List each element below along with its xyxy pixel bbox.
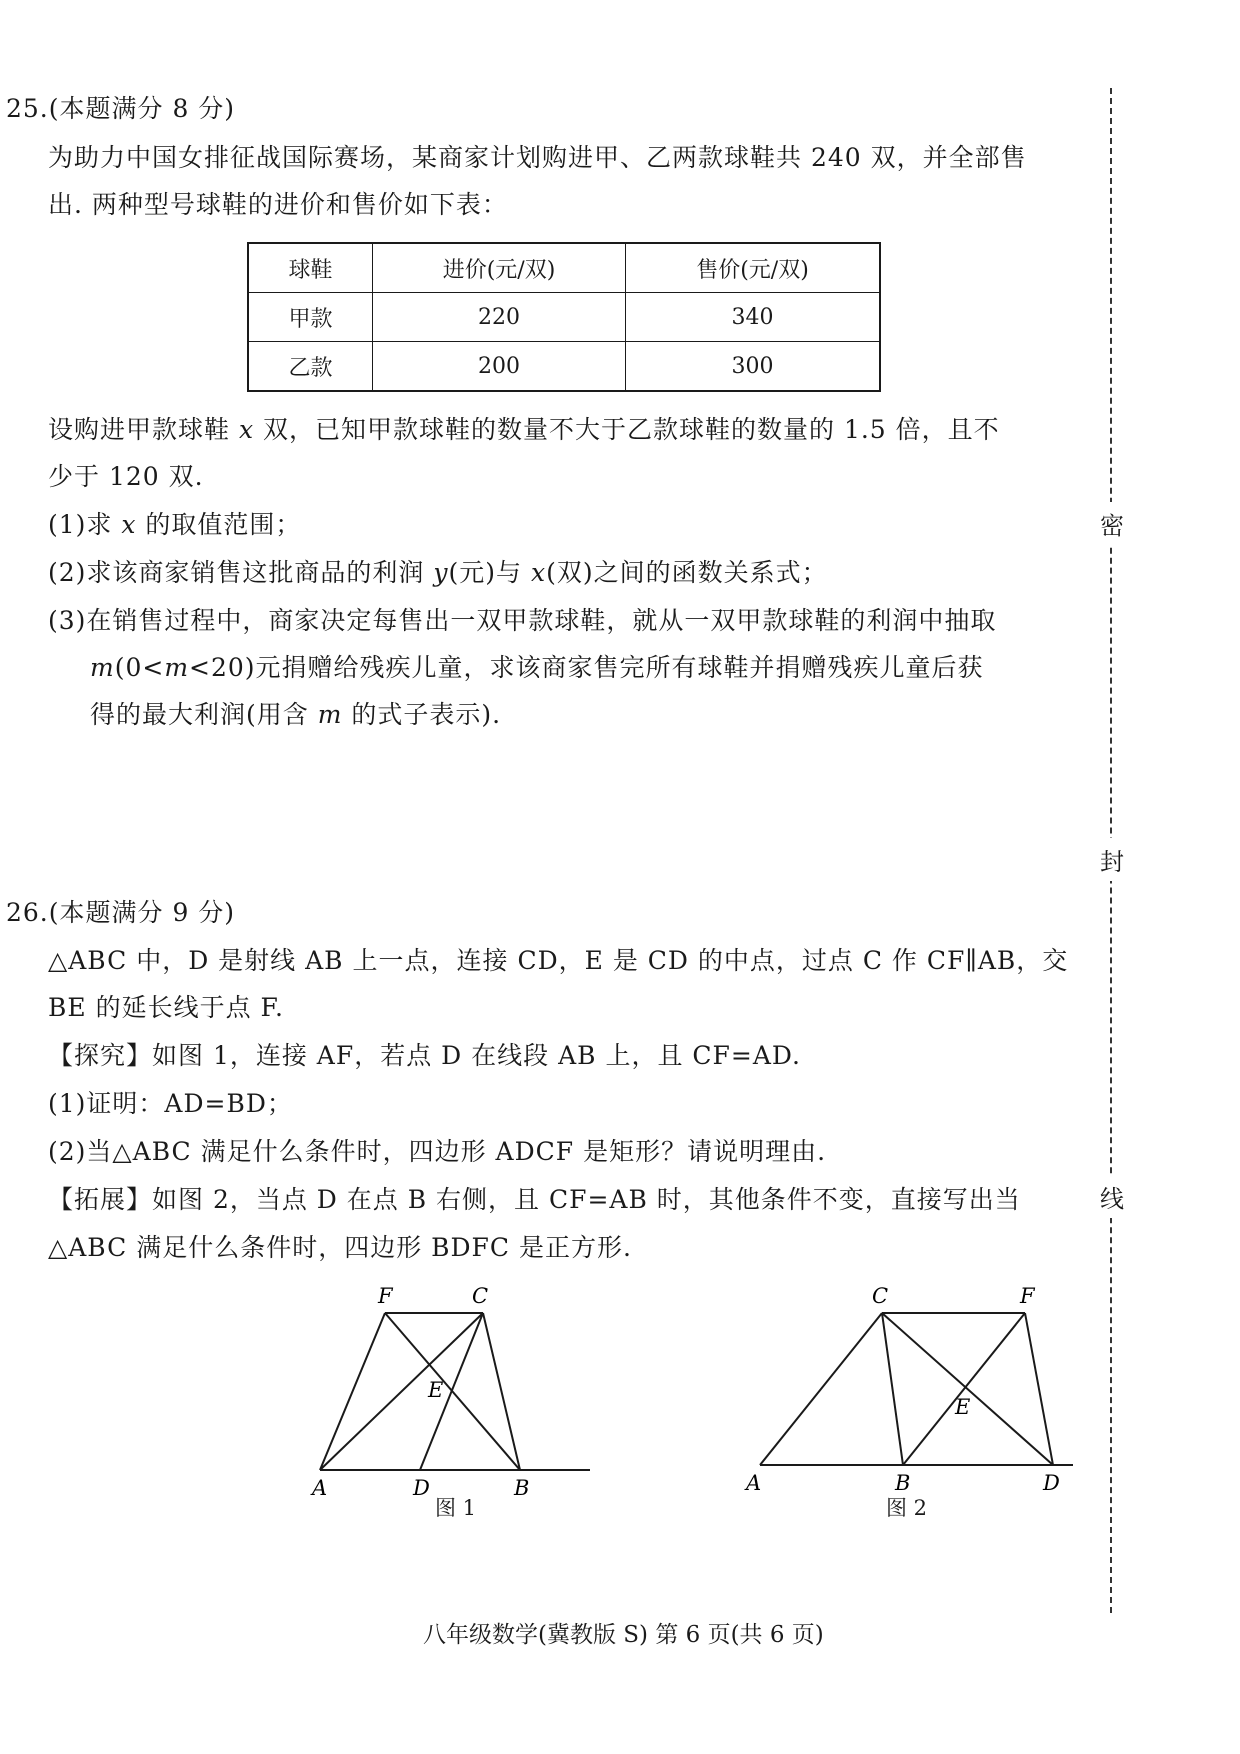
segment-ca xyxy=(760,1313,882,1465)
q26-extend-line-2: △ABC 满足什么条件时，四边形 BDFC 是正方形. xyxy=(48,1233,632,1262)
var-y: y xyxy=(433,558,449,587)
page-footer: 八年级数学(冀教版 S) 第 6 页(共 6 页) xyxy=(423,1622,824,1648)
q25-part-1 xyxy=(48,508,301,542)
point-e-label: E xyxy=(428,1378,444,1402)
var-m: m xyxy=(90,653,115,682)
q25-condition-line-2: 少于 120 双. xyxy=(48,462,204,491)
q25-p1-text-b: 的取值范围； xyxy=(136,510,302,539)
q25-intro-line-2: 出. 两种型号球鞋的进价和售价如下表： xyxy=(48,190,508,219)
point-c-label: C xyxy=(872,1284,889,1308)
q25-heading: 25.(本题满分 8 分) xyxy=(6,94,236,123)
point-d-label: D xyxy=(413,1476,430,1500)
q25-p2-text-b: (元)与 xyxy=(448,558,531,587)
figure-2-caption: 图 2 xyxy=(886,1496,928,1520)
table-cell: 300 xyxy=(626,342,881,392)
q25-part-3-line-2 xyxy=(90,651,984,685)
var-x: x xyxy=(121,510,137,539)
point-e-label: E xyxy=(955,1395,971,1419)
table-cell: 220 xyxy=(373,293,626,342)
figure-1 xyxy=(300,1275,600,1510)
table-header-cell: 球鞋 xyxy=(248,243,373,293)
point-c-label: C xyxy=(472,1284,489,1308)
var-m: m xyxy=(317,700,343,729)
segment-cb xyxy=(882,1313,903,1465)
q25-p3-text-c: 得的最大利润(用含 xyxy=(90,700,318,729)
table-header-cell: 售价(元/双) xyxy=(626,243,881,293)
q25-part-3-line-1: (3)在销售过程中，商家决定每售出一双甲款球鞋，就从一双甲款球鞋的利润中抽取 xyxy=(48,606,997,635)
q26-line-2: BE 的延长线于点 F. xyxy=(48,993,284,1022)
table-row xyxy=(248,342,880,392)
q26-part-2: (2)当△ABC 满足什么条件时，四边形 ADCF 是矩形？请说明理由. xyxy=(48,1137,827,1166)
q25-p2-text-a: (2)求该商家销售这批商品的利润 xyxy=(48,558,434,587)
q26-extend-line-1: 【拓展】如图 2，当点 D 在点 B 右侧，且 CF=AB 时，其他条件不变，直接写出当 xyxy=(48,1185,1021,1214)
q26-line-1: △ABC 中，D 是射线 AB 上一点，连接 CD，E 是 CD 的中点，过点 C 作 CF∥AB，交 xyxy=(48,946,1069,975)
q25-intro-line-1: 为助力中国女排征战国际赛场，某商家计划购进甲、乙两款球鞋共 240 双，并全部售 xyxy=(48,143,1027,172)
q26-heading: 26.(本题满分 9 分) xyxy=(6,898,236,927)
point-a-label: A xyxy=(312,1476,328,1500)
var-x: x xyxy=(238,415,255,444)
point-b-label: B xyxy=(895,1471,911,1495)
table-cell: 200 xyxy=(373,342,626,392)
q25-p1-text-a: (1)求 xyxy=(48,510,122,539)
point-f-label: F xyxy=(378,1284,393,1308)
var-x: x xyxy=(530,558,547,587)
price-table xyxy=(247,242,881,392)
binding-char-xian: 线 xyxy=(1100,1175,1124,1218)
table-row xyxy=(248,293,880,342)
q25-condition-line-1 xyxy=(48,413,1000,447)
q26-explore-line: 【探究】如图 1，连接 AF，若点 D 在线段 AB 上，且 CF=AD. xyxy=(48,1041,801,1070)
q25-p3-text-a: (0< xyxy=(114,653,165,682)
q25-part-2 xyxy=(48,556,828,590)
binding-char-feng: 封 xyxy=(1100,838,1124,881)
segment-fa xyxy=(320,1313,385,1470)
q25-p2-text-c: (双)之间的函数关系式； xyxy=(546,558,828,587)
table-header-row xyxy=(248,243,880,293)
q25-cond-text-b: 双，已知甲款球鞋的数量不大于乙款球鞋的数量的 1.5 倍，且不 xyxy=(254,415,1000,444)
table-cell: 甲款 xyxy=(248,293,373,342)
segment-ca xyxy=(320,1313,483,1470)
figure-2 xyxy=(740,1275,1080,1510)
point-b-label: B xyxy=(514,1476,530,1500)
q25-cond-text-a: 设购进甲款球鞋 xyxy=(48,415,239,444)
q25-p3-text-d: 的式子表示). xyxy=(342,700,502,729)
segment-cb xyxy=(483,1313,520,1470)
point-f-label: F xyxy=(1020,1284,1035,1308)
q25-part-3-line-3 xyxy=(90,698,501,732)
table-cell: 340 xyxy=(626,293,881,342)
q25-p3-text-b: <20)元捐赠给残疾儿童，求该商家售完所有球鞋并捐赠残疾儿童后获 xyxy=(189,653,984,682)
q26-part-1: (1)证明：AD=BD； xyxy=(48,1089,293,1118)
segment-cd xyxy=(882,1313,1053,1465)
figure-1-caption: 图 1 xyxy=(435,1496,477,1520)
point-a-label: A xyxy=(746,1471,762,1495)
var-m: m xyxy=(164,653,190,682)
binding-char-mi: 密 xyxy=(1100,502,1124,545)
segment-fd xyxy=(1025,1313,1053,1465)
segment-fb xyxy=(903,1313,1025,1465)
table-cell: 乙款 xyxy=(248,342,373,392)
point-d-label: D xyxy=(1043,1471,1060,1495)
table-header-cell: 进价(元/双) xyxy=(373,243,626,293)
